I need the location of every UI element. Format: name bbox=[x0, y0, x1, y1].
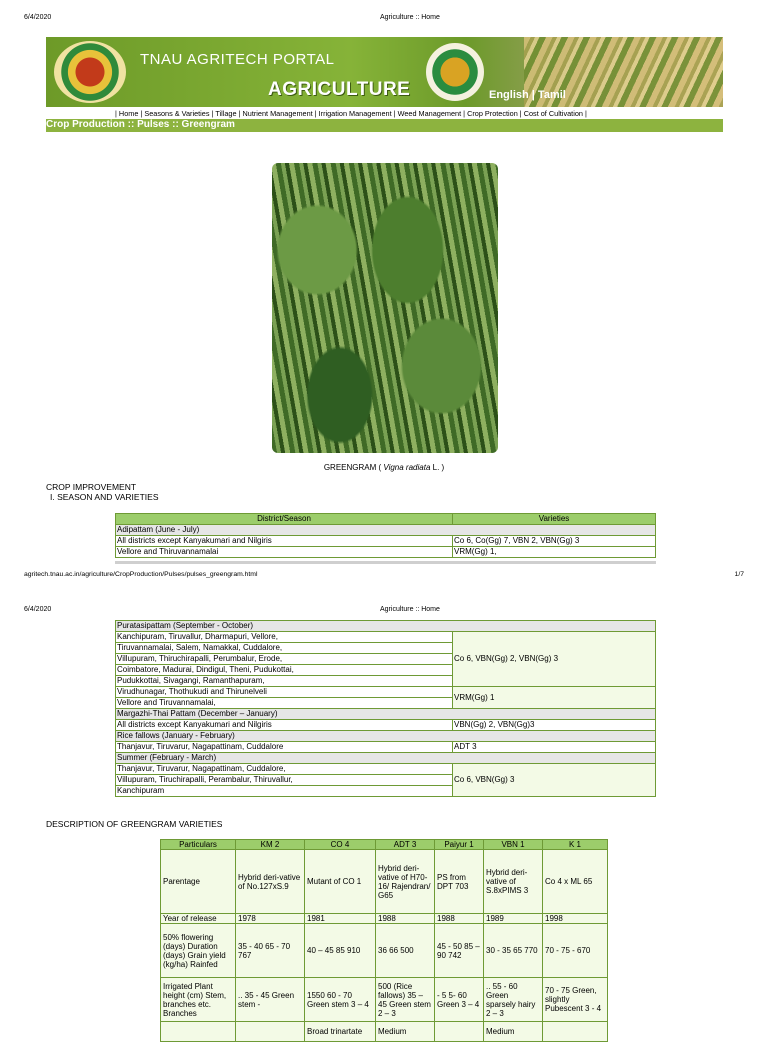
district-cell: Pudukkottai, Sivagangi, Ramanthapuram, bbox=[116, 676, 453, 687]
table-cell: Hybrid deri-vative of No.127xS.9 bbox=[236, 850, 305, 914]
table-cell: 30 - 35 65 770 bbox=[484, 924, 543, 978]
section-title: AGRICULTURE bbox=[268, 79, 411, 100]
district-cell: Villupuram, Thiruchirapalli, Perumbalur, Erode, bbox=[116, 654, 453, 665]
district-cell: Villupuram, Tiruchirapalli, Perambalur, Thiruvallur, bbox=[116, 775, 453, 786]
table-cut-rule bbox=[115, 561, 656, 564]
district-cell: Virudhunagar, Thothukudi and Thirunelveli bbox=[116, 687, 453, 698]
district-cell: Thanjavur, Tiruvarur, Nagapattinam, Cuddalore bbox=[116, 742, 453, 753]
variety-description-table bbox=[160, 839, 608, 1042]
table-cell: Parentage bbox=[161, 850, 236, 914]
table-cell: .. 35 - 45 Green stem - bbox=[236, 978, 305, 1022]
column-header: K 1 bbox=[543, 840, 608, 850]
district-cell: Tiruvannamalai, Salem, Namakkal, Cuddalore, bbox=[116, 643, 453, 654]
language-switch[interactable]: English | Tamil bbox=[489, 89, 566, 101]
variety-cell: VRM(Gg) 1, bbox=[453, 547, 656, 558]
description-heading: DESCRIPTION OF GREENGRAM VARIETIES bbox=[46, 819, 223, 829]
season-row: Puratasipattam (September - October) bbox=[116, 621, 656, 632]
greengram-plant-photo bbox=[272, 163, 498, 453]
season-row: Margazhi-Thai Pattam (December – January) bbox=[116, 709, 656, 720]
table-cell: PS from DPT 703 bbox=[435, 850, 484, 914]
page-number: 1/7 bbox=[734, 571, 744, 578]
variety-cell: Co 6, Co(Gg) 7, VBN 2, VBN(Gg) 3 bbox=[453, 536, 656, 547]
column-header: ADT 3 bbox=[376, 840, 435, 850]
table-cell bbox=[435, 1022, 484, 1042]
variety-cell: Co 6, VBN(Gg) 2, VBN(Gg) 3 bbox=[453, 632, 656, 687]
district-cell: Thanjavur, Tiruvarur, Nagapattinam, Cuddalore, bbox=[116, 764, 453, 775]
table-cell: 1981 bbox=[305, 914, 376, 924]
table-cell: 45 - 50 85 – 90 742 bbox=[435, 924, 484, 978]
table-cell: 70 - 75 - 670 bbox=[543, 924, 608, 978]
district-cell: All districts except Kanyakumari and Nilgiris bbox=[116, 720, 453, 731]
table-cell: 1978 bbox=[236, 914, 305, 924]
portal-title: TNAU AGRITECH PORTAL bbox=[140, 51, 335, 68]
table-cell: Hybrid deri-vative of H70-16/ Rajendran/ G65 bbox=[376, 850, 435, 914]
table-cell: Irrigated Plant height (cm) Stem, branches etc. Branches bbox=[161, 978, 236, 1022]
table-cell: Hybrid deri-vative of S.8xPIMS 3 bbox=[484, 850, 543, 914]
column-header: KM 2 bbox=[236, 840, 305, 850]
season-table-part1 bbox=[115, 513, 656, 558]
scientific-name: Vigna radiata bbox=[383, 463, 431, 472]
print-footer bbox=[24, 571, 744, 578]
table-cell: 1988 bbox=[435, 914, 484, 924]
breadcrumb-bar bbox=[46, 119, 723, 132]
table-cell: Medium bbox=[484, 1022, 543, 1042]
variety-cell: Co 6, VBN(Gg) 3 bbox=[453, 764, 656, 797]
table-cell: Co 4 x ML 65 bbox=[543, 850, 608, 914]
district-cell: All districts except Kanyakumari and Nilgiris bbox=[116, 536, 453, 547]
district-cell: Coimbatore, Madurai, Dindigul, Theni, Pudukottai, bbox=[116, 665, 453, 676]
footer-url[interactable]: agritech.tnau.ac.in/agriculture/CropProduction/Pulses/pulses_greengram.html bbox=[24, 571, 258, 578]
main-nav[interactable]: | Home | Seasons & Varieties | Tillage | Nutrient Management | Irrigation Management | Weed Management | Crop Protection | Cost of Cultivation | bbox=[115, 109, 587, 118]
page-header-title: Agriculture :: Home bbox=[380, 606, 440, 613]
table-cell: Mutant of CO 1 bbox=[305, 850, 376, 914]
district-cell: Kanchipuram bbox=[116, 786, 453, 797]
column-header: VBN 1 bbox=[484, 840, 543, 850]
column-header: Varieties bbox=[453, 514, 656, 525]
table-cell: 40 – 45 85 910 bbox=[305, 924, 376, 978]
season-varieties-heading: I. SEASON AND VARIETIES bbox=[50, 492, 159, 502]
table-cell: 500 (Rice fallows) 35 – 45 Green stem 2 – 3 bbox=[376, 978, 435, 1022]
season-row: Rice fallows (January - February) bbox=[116, 731, 656, 742]
table-cell bbox=[161, 1022, 236, 1042]
season-table-part2 bbox=[115, 620, 656, 797]
season-row: Summer (February - March) bbox=[116, 753, 656, 764]
column-header: CO 4 bbox=[305, 840, 376, 850]
photo-caption: GREENGRAM ( Vigna radiata L. ) bbox=[323, 463, 445, 472]
table-cell: 36 66 500 bbox=[376, 924, 435, 978]
table-cell: 1989 bbox=[484, 914, 543, 924]
page-date: 6/4/2020 bbox=[24, 14, 52, 21]
crop-improvement-heading: CROP IMPROVEMENT bbox=[46, 482, 137, 492]
district-cell: Vellore and Thiruvannamalai bbox=[116, 547, 453, 558]
season-row: Adipattam (June - July) bbox=[116, 525, 656, 536]
variety-cell: VRM(Gg) 1 bbox=[453, 687, 656, 709]
breadcrumb: Crop Production :: Pulses :: Greengram bbox=[46, 119, 235, 130]
table-cell: 1550 60 - 70 Green stem 3 – 4 bbox=[305, 978, 376, 1022]
table-cell: 1988 bbox=[376, 914, 435, 924]
table-cell: Year of release bbox=[161, 914, 236, 924]
table-cell: Medium bbox=[376, 1022, 435, 1042]
table-cell bbox=[236, 1022, 305, 1042]
table-cell: 1998 bbox=[543, 914, 608, 924]
tamilnadu-emblem bbox=[426, 43, 484, 101]
table-cell bbox=[543, 1022, 608, 1042]
table-cell: 50% flowering (days) Duration (days) Grain yield (kg/ha) Rainfed bbox=[161, 924, 236, 978]
table-cell: 70 - 75 Green, slightly Pubescent 3 - 4 bbox=[543, 978, 608, 1022]
table-cell: 35 - 40 65 - 70 767 bbox=[236, 924, 305, 978]
district-cell: Kanchipuram, Tiruvallur, Dharmapuri, Vellore, bbox=[116, 632, 453, 643]
column-header: Paiyur 1 bbox=[435, 840, 484, 850]
column-header: District/Season bbox=[116, 514, 453, 525]
district-cell: Vellore and Tiruvannamalai, bbox=[116, 698, 453, 709]
variety-cell: VBN(Gg) 2, VBN(Gg)3 bbox=[453, 720, 656, 731]
table-cell: - 5 5- 60 Green 3 – 4 bbox=[435, 978, 484, 1022]
page-header-title: Agriculture :: Home bbox=[380, 14, 440, 21]
page-date: 6/4/2020 bbox=[24, 606, 52, 613]
variety-cell: ADT 3 bbox=[453, 742, 656, 753]
table-cell: Broad trinartate bbox=[305, 1022, 376, 1042]
portal-banner bbox=[46, 37, 723, 107]
table-cell: .. 55 - 60 Green sparsely hairy 2 – 3 bbox=[484, 978, 543, 1022]
tnau-logo bbox=[54, 41, 126, 103]
column-header: Particulars bbox=[161, 840, 236, 850]
